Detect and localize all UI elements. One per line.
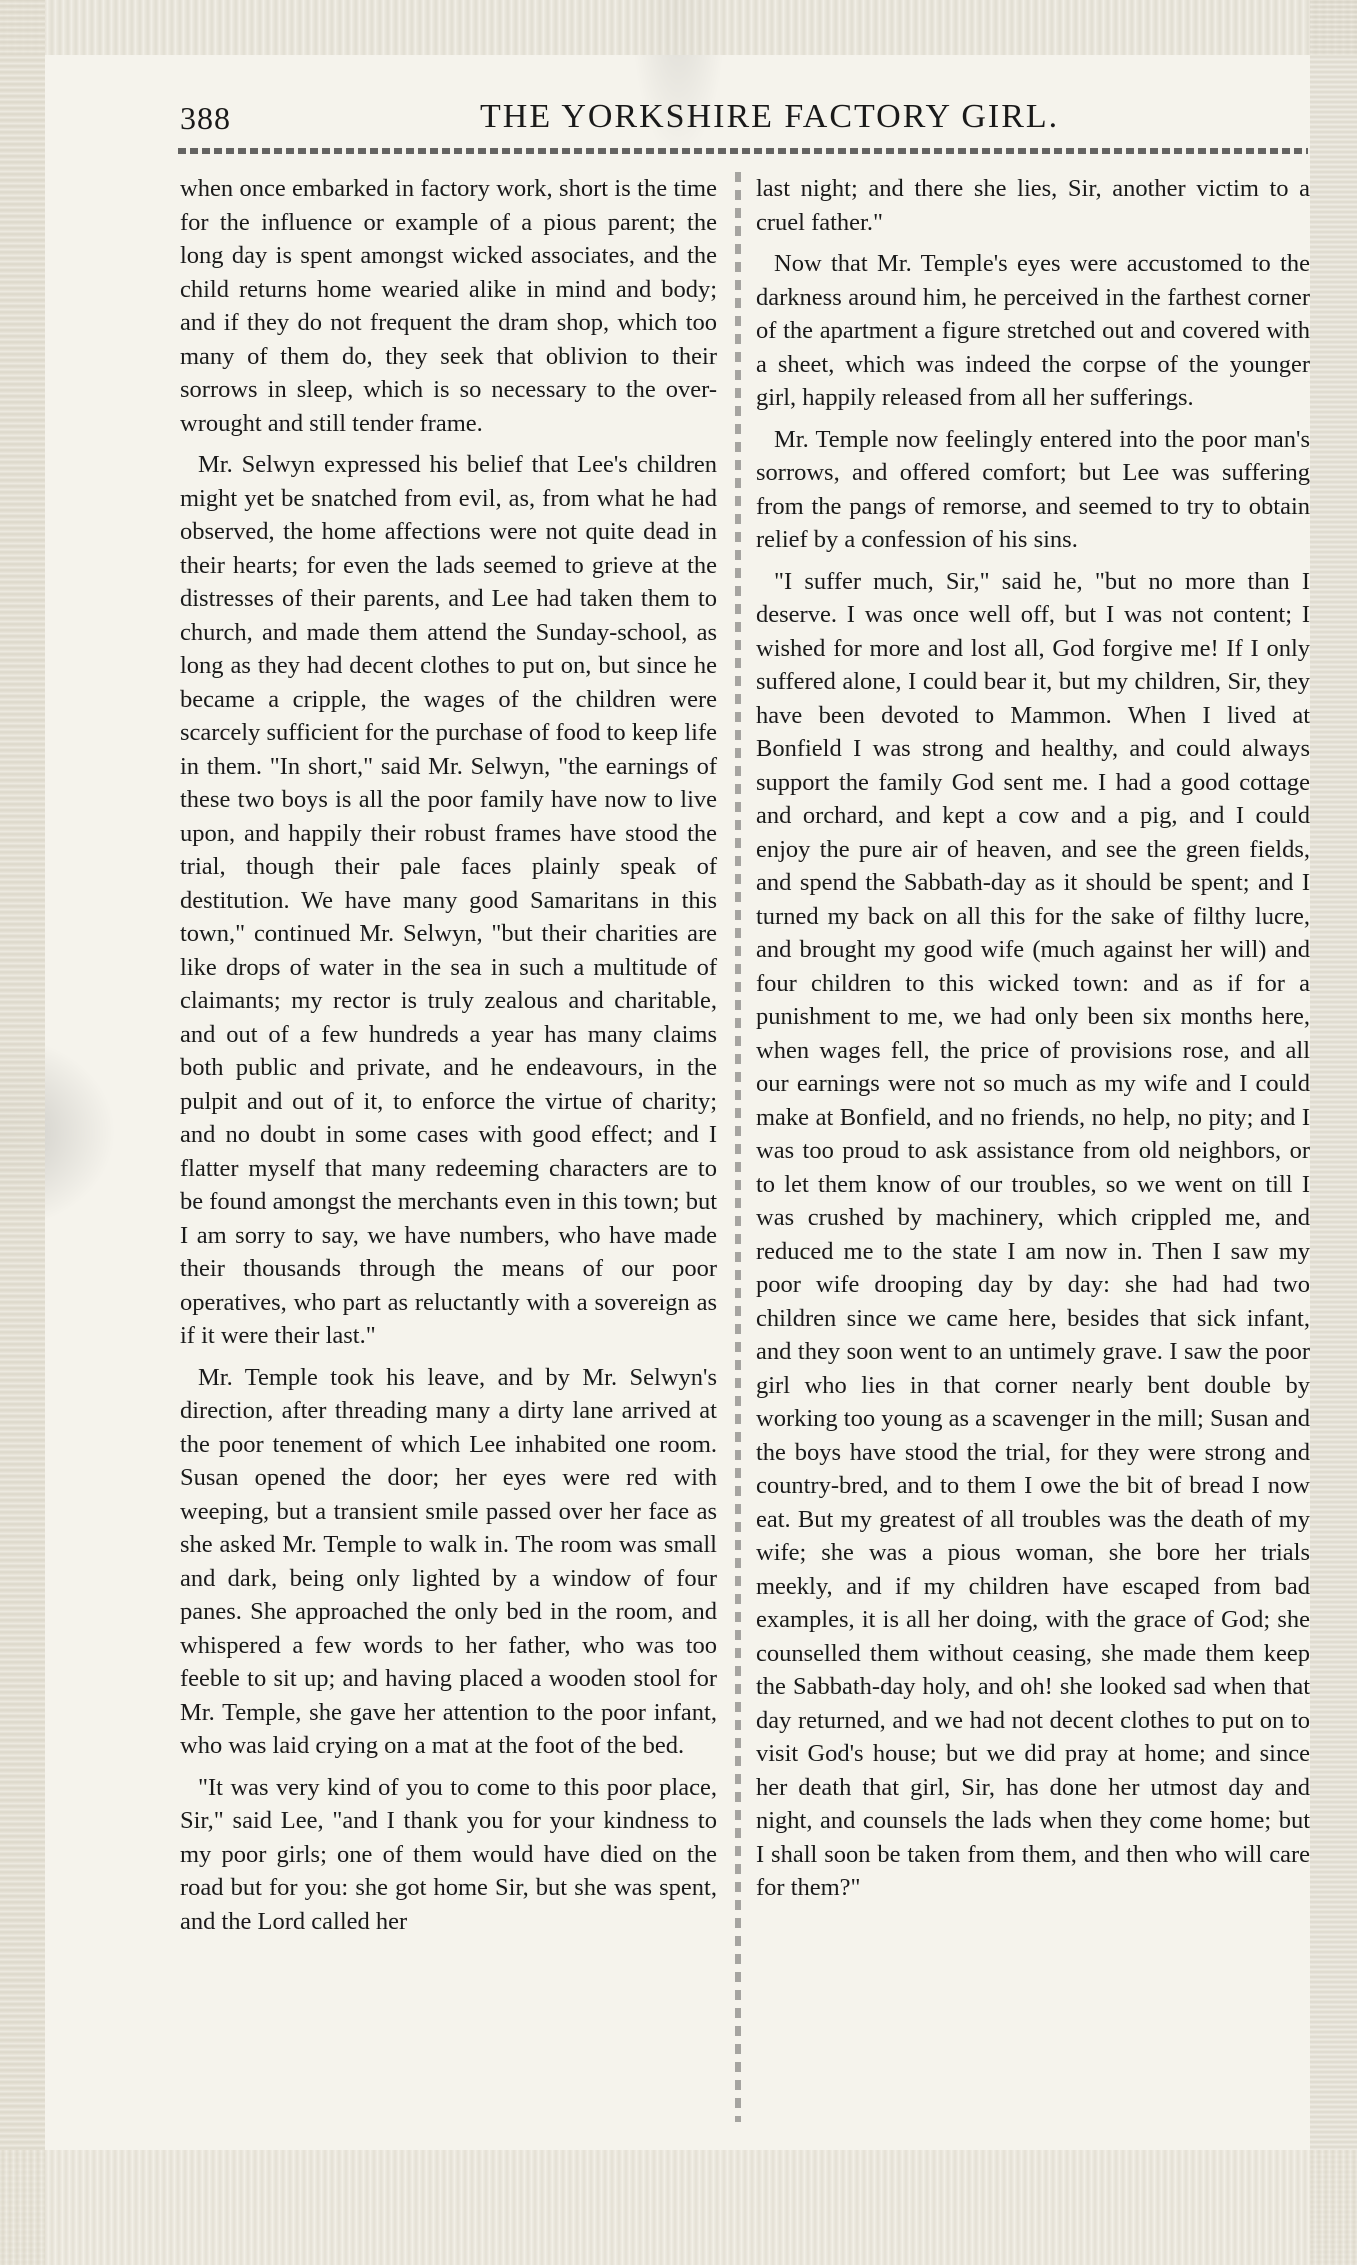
paragraph: when once embarked in factory work, short is the time for the influence or example of a pious parent; the long day is spent amongst wicked associates, and the child returns home wearied alike in mind and body; and if they do not frequent the dram shop, which too many of them do, they seek that oblivion to their sorrows in sleep, which is so necessary to the over-wrought and still tender frame. — [180, 175, 717, 437]
paragraph: Mr. Temple took his leave, and by Mr. Selwyn's direction, after threading many a dirty lane arrived at the poor tenement of which Lee inhabited one room. Susan opened the door; her eyes were red with weeping, but a transient smile passed over her face as she asked Mr. Temple to walk in. The room was small and dark, being only lighted by a window of four panes. She approached the only bed in the room, and whispered a few words to her father, who was too feeble to sit up; and having placed a wooden stool for Mr. Temple, she gave her attention to the poor infant, who was laid crying on a mat at the foot of the bed. — [180, 1363, 717, 1759]
scan-left-edge — [0, 0, 45, 2265]
scan-bottom-edge — [0, 2150, 1357, 2265]
paragraph: "I suffer much, Sir," said he, "but no more than I deserve. I was once well off, but I was not content; I wished for more and lost all, God forgive me! If I only suffered alone, I could bear it, but my children, Sir, they have been devoted to Mammon. When I lived at Bonfield I was strong and healthy, and could always support the family God sent me. I had a good cottage and orchard, and kept a cow and a pig, and I could enjoy the pure air of heaven, and see the green fields, and spend the Sabbath-day as it should be spent; and I turned my back on all this for the sake of filthy lucre, and brought my good wife (much against her will) and four children to this wicked town: and as if for a punishment to me, we had only been six months here, when wages fell, the price of provisions rose, and all our earnings were not so much as my wife and I could make at Bonfield, and no friends, no help, no pity; and I was too proud to ask assistance from old neighbors, or to let them know of our troubles, so we went on till I was crushed by machinery, which crippled me, and reduced me to the state I am now in. Then I saw my poor wife drooping day by day: she had had two children since we came here, besides that sick infant, and they soon went to an untimely grave. I saw the poor girl who lies in that corner nearly bent double by working too young as a scavenger in the mill; Susan and the boys have stood the trial, for they were strong and country-bred, and to them I owe the bit of bread I now eat. But my greatest of all troubles was the death of my wife; she was a pious woman, she bore her trials meekly, and if my children have escaped from bad examples, it is all her doing, with the grace of God; she counselled them without ceasing, she made them keep the Sabbath-day holy, and oh! she looked sad when that day returned, and we had not decent clothes to put on to visit God's house; but we did pray at home; and since her death that girl, Sir, has done her utmost day and night, and counsels the lads when they come home; but I shall soon be taken from them, and then who will care for them?" — [756, 567, 1310, 1901]
column-divider — [735, 172, 741, 2122]
left-column — [180, 172, 717, 1946]
right-column — [756, 172, 1310, 1913]
scan-top-edge — [0, 0, 1357, 55]
page-header — [180, 92, 1310, 142]
scan-right-edge — [1310, 0, 1357, 2265]
header-rule — [178, 148, 1308, 154]
paragraph: Mr. Temple now feelingly entered into the poor man's sorrows, and offered comfort; but Lee was suffering from the pangs of remorse, and seemed to try to obtain relief by a confession of his sins. — [756, 425, 1310, 553]
paragraph: "It was very kind of you to come to this poor place, Sir," said Lee, "and I thank you for your kindness to my poor girls; one of them would have died on the road but for you: she got home Sir, but she was spent, and the Lord called her — [180, 1773, 717, 1935]
paragraph: last night; and there she lies, Sir, another victim to a cruel father." — [756, 175, 1310, 236]
page-number: 388 — [180, 100, 231, 136]
paragraph: Now that Mr. Temple's eyes were accustomed to the darkness around him, he perceived in the farthest corner of the apartment a figure stretched out and covered with a sheet, which was indeed the corpse of the younger girl, happily released from all her sufferings. — [756, 250, 1310, 411]
paragraph: Mr. Selwyn expressed his belief that Lee's children might yet be snatched from evil, as, from what he had observed, the home affections were not quite dead in their hearts; for even the lads seemed to grieve at the distresses of their parents, and Lee had taken them to church, and made them attend the Sunday-school, as long as they had decent clothes to put on, but since he became a cripple, the wages of the children were scarcely sufficient for the purchase of food to keep life in them. "In short," said Mr. Selwyn, "the earnings of these two boys is all the poor family have now to live upon, and happily their robust frames have stood the trial, though their pale faces plainly speak of destitution. We have many good Samaritans in this town," continued Mr. Selwyn, "but their charities are like drops of water in the sea in such a multitude of claimants; my rector is truly zealous and charitable, and out of a few hundreds a year has many claims both public and private, and he endeavours, in the pulpit and out of it, to enforce the virtue of charity; and no doubt in some cases with good effect; and I flatter myself that many redeeming characters are to be found amongst the merchants even in this town; but I am sorry to say, we have numbers, who have made their thousands through the means of our poor operatives, who part as reluctantly with a sovereign as if it were their last." — [180, 451, 717, 1349]
running-title: THE YORKSHIRE FACTORY GIRL. — [480, 98, 1060, 135]
